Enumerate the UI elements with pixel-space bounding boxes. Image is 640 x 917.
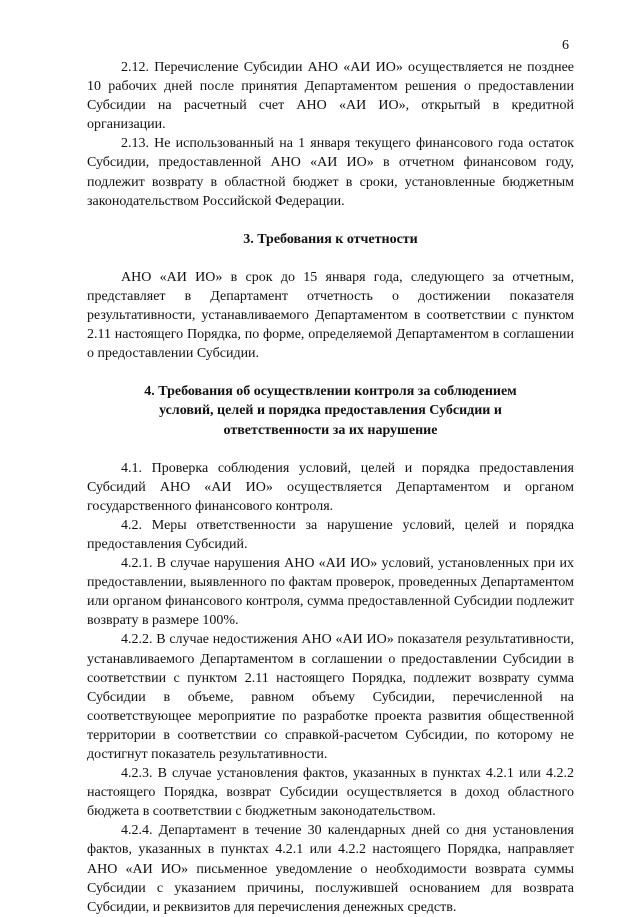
paragraph-4-2-4: 4.2.4. Департамент в течение 30 календарных дней со дня установления фактов, указанных в пунктах 4.2.1 или 4.2.2 настоящего Порядка, направляет АНО «АИ ИО» письменное уведомление о необходимости возврата суммы Субсидии с указанием причины, послужившей основанием для возврата Субсидии, и реквизитов для перечисления денежных средств.	[87, 823, 574, 915]
paragraph-2-13: 2.13. Не использованный на 1 января текущего финансового года остаток Субсидии, предоставленной АНО «АИ ИО» в отчетном финансовом году, подлежит возврату в областной бюджет в сроки, установленные бюджетным законодательством Российской Федерации.	[87, 136, 574, 209]
paragraph-4-2-2: 4.2.2. В случае недостижения АНО «АИ ИО» показателя результативности, устанавливаемого Департаментом в соглашении о предоставлении Субсидии в соответствии с пунктом 2.11 настоящего Порядка, подлежит возврату сумма Субсидии в объеме, равном объему Субсидии, перечисленной на соответствующее мероприятие по разработке проекта развития общественной территории в соответствии со справкой-расчетом Субсидии, по которому не достигнут показатель результативности.	[87, 632, 574, 762]
section-3-heading: 3. Требования к отчетности	[243, 231, 418, 247]
paragraph-4-1: 4.1. Проверка соблюдения условий, целей и порядка предоставления Субсидий АНО «АИ ИО» осуществляется Департаментом и органом государственного финансового контроля.	[87, 460, 574, 514]
page-number: 6	[562, 38, 569, 53]
paragraph-4-2-3: 4.2.3. В случае установления фактов, указанных в пунктах 4.2.1 или 4.2.2 настоящего Порядка, возврат Субсидии осуществляется в доход областного бюджета в соответствии с бюджетным законодательством.	[87, 766, 574, 820]
document-body	[87, 58, 574, 917]
section-4-heading	[87, 382, 574, 439]
section-4-heading-line1: 4. Требования об осуществлении контроля за соблюдением	[144, 384, 517, 400]
paragraph-4-2-1: 4.2.1. В случае нарушения АНО «АИ ИО» условий, установленных при их предоставлении, выявленного по фактам проверок, проведенных Департаментом или органом финансового контроля, сумма предоставленной Субсидии подлежит возврату в размере 100%.	[87, 556, 574, 629]
paragraph-3-reporting: АНО «АИ ИО» в срок до 15 января года, следующего за отчетным, представляет в Департамент отчетность о достижении показателя результативности, устанавливаемого Департаментом в соответствии с пунктом 2.11 настоящего Порядка, по форме, определяемой Департаментом в соглашении о предоставлении Субсидии.	[87, 269, 574, 362]
section-4-heading-line2: условий, целей и порядка предоставления Субсидии и	[159, 403, 502, 419]
paragraph-2-12: 2.12. Перечисление Субсидии АНО «АИ ИО» осуществляется не позднее 10 рабочих дней после принятия Департаментом решения о предоставлении Субсидии на расчетный счет АНО «АИ ИО», открытый в кредитной организации.	[87, 60, 574, 133]
paragraph-4-2: 4.2. Меры ответственности за нарушение условий, целей и порядка предоставления Субсидий.	[87, 517, 574, 552]
section-4-heading-line3: ответственности за их нарушение	[223, 422, 438, 438]
